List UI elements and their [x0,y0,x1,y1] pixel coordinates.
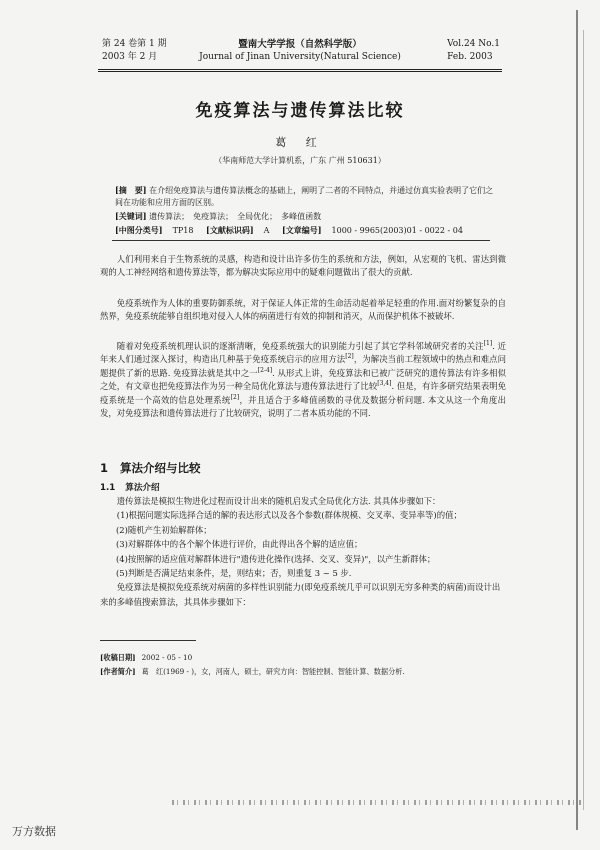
algorithm-description [100,494,506,609]
citation: [2] [230,393,240,401]
paper-title: 免疫算法与遗传算法比较 [195,101,405,121]
ga-intro: 遗传算法是模拟生物进化过程而设计出来的随机启发式全局优化方法. 其具体步骤如下： [116,496,441,506]
citation: [2] [345,353,354,361]
ga-step: (2)随机产生初始解群体； [116,524,212,535]
watermark: 万方数据 [12,825,56,838]
ga-step: (3)对解群体中的各个解个体进行评价，由此得出各个解的适应值； [116,539,363,550]
ia-intro: 免疫算法是模拟免疫系统对病菌的多样性识别能力(即免疫系统几乎可以识别无穷多种类的病菌)而设计出来的多峰值搜索算法，其具体步骤如下： [100,582,501,607]
author-affiliation: （华南师范大学计算机系，广东 广州 510631） [214,156,386,165]
article-no-value: 1000 - 9965(2003)01 - 0022 - 04 [331,226,463,235]
section-heading: 1 算法介绍与比较 [100,461,201,475]
author-name: 葛 红 [275,136,325,149]
footnote-rule [100,640,196,641]
intro-paragraph-3: 随着对免疫系统机理认识的逐渐清晰，免疫系统强大的识别能力引起了其它学科邻域研究者的关注[1]. 近年来人们通过深入探讨，构造出几种基于免疫系统启示的应用方法[2]，为解决当前工程领域中的热点和难点问题提供了新的思路. 免疫算法就是其中之一[2-4]. 从形式上讲，免疫算法和已被广泛研究的遗传算法有许多相似之处，有文章也把免疫算法作为另一种全局优化算法与遗传算法进行了比较[3,4]. 但是，有许多研究结果表明免疫系统是一个高效的信息处理系统[2]，并且适合于多峰值函数的寻优及数据分析问题. 本文从这一个角度出发，对免疫算法和遗传算法进行了比较研究，说明了二者本质功能的不同. [100,340,507,419]
abstract-label: [摘 要] [115,185,147,195]
classification-line [115,224,495,237]
clc-value: TP18 [172,226,194,235]
intro-paragraph-1: 人们利用来自于生物系统的灵感，构造和设计出许多仿生的系统和方法，例如，从宏观的飞机、雷达到微观的人工神经网络和遗传算法等，都为解决实际应用中的疑难问题做出了很大的贡献. [100,254,506,278]
abstract-rule [112,240,490,241]
doc-code-label: [文献标识码] [206,225,254,235]
keywords-label: [关键词] [115,211,147,221]
abstract-text: 在介绍免疫算法与遗传算法概念的基础上，阐明了二者的不同特点，并通过仿真实验表明了它们之间在功能和应用方面的区别。 [115,186,494,207]
scan-noise-strip [172,800,584,805]
citation: [1] [483,340,493,348]
subsection-heading: 1.1 算法介绍 [100,483,160,493]
running-header-volume: 第 24 卷第 1 期 2003 年 2 月 [102,39,167,62]
intro-paragraph-2: 免疫系统作为人体的重要防御系统，对于保证人体正常的生命活动起着举足轻重的作用.面对纷繁复杂的自然界，免疫系统能够自组织地对侵入人体的病菌进行有效的抑制和消灭，从而保护机体不被破坏. [100,298,506,322]
scan-edge-line [576,10,578,830]
ga-step: (4)按照解的适应值对解群体进行"遗传进化操作(选择、交叉、变异)"，以产生新群体； [116,553,436,564]
citation: [3,4] [377,380,392,388]
keywords-text: 遗传算法； 免疫算法； 全局优化； 多峰值函数 [149,212,322,221]
doc-code-value: A [263,226,270,235]
header-rule [98,69,502,70]
header-rule [98,71,502,72]
ga-step: (5)判断是否满足结束条件，是，则结束；否，则重复 3 ~ 5 步. [116,568,352,579]
article-no-label: [文章编号] [281,225,322,235]
keywords [115,210,495,223]
ga-step: (1)根据问题实际选择合适的解的表达形式以及各个参数(群体规模、交叉率、变异率等)的值； [116,510,462,521]
footnote-received: [收稿日期] 2002 - 05 - 10 [100,653,193,662]
abstract [115,184,495,209]
footnote-author-bio: [作者简介] 葛 红(1969 - )，女，河南人，硕士，研究方向：智能控制、智能计算、数据分析. [100,667,405,676]
citation: [2-4] [257,367,273,375]
clc-label: [中图分类号] [115,225,163,235]
running-header-journal: 暨南大学学报（自然科学版） Journal of Jinan University(Natural Science) [199,39,401,62]
running-header-issue: Vol.24 No.1 Feb. 2003 [447,39,500,62]
